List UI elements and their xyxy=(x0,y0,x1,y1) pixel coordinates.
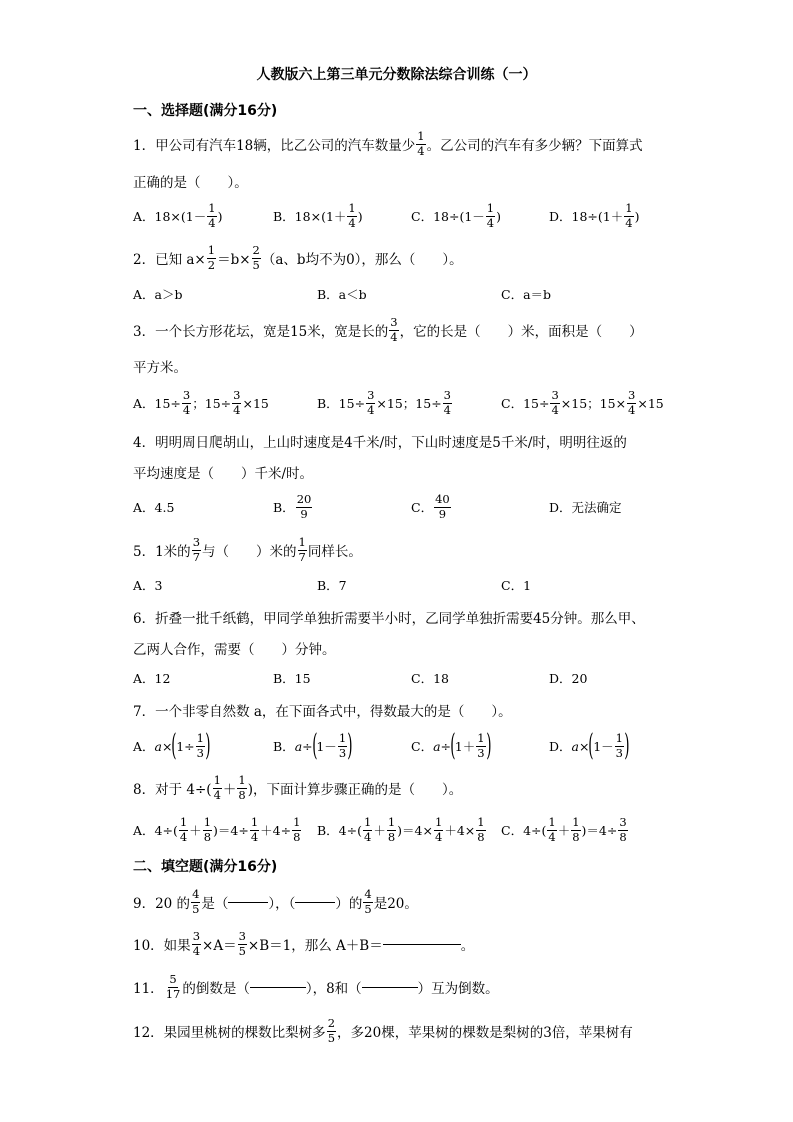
question-5: 5．1米的 $\frac{3}{7}$ 与（ ）米的 $\frac{1}{7}$ 同样长。 xyxy=(133,535,362,564)
option-b[interactable]: B．4÷( $\frac{1}{4}$ ＋ $\frac{1}{8}$ )＝4× $\frac{1}{4}$ ＋4× $\frac{1}{8}$ xyxy=(317,815,485,844)
question-7-options xyxy=(133,726,693,766)
option-a[interactable]: A．3 xyxy=(133,578,163,593)
question-4-line2: 平均速度是（ ）千米/时。 xyxy=(133,466,314,482)
question-2-options xyxy=(133,276,693,312)
option-d[interactable]: D．无法确定 xyxy=(549,500,622,515)
question-3-options xyxy=(133,383,693,423)
fraction: $\frac{3}{7}$ xyxy=(192,535,201,564)
option-a[interactable]: A．18×(1－ $\frac{1}{4}$ ) xyxy=(133,201,223,230)
option-d[interactable]: D．18÷(1＋ $\frac{1}{4}$ ) xyxy=(549,201,640,230)
question-1-options xyxy=(133,196,693,236)
page-title: 人教版六上第三单元分数除法综合训练（一） xyxy=(256,67,537,83)
question-5-options xyxy=(133,567,693,603)
option-c[interactable]: C．18 xyxy=(411,671,449,686)
fraction: $\frac{3}{4}$ xyxy=(390,315,398,344)
option-c[interactable]: C．15÷ $\frac{3}{4}$ ×15；15× $\frac{3}{4}$ ×15 xyxy=(501,388,664,417)
option-a[interactable]: A． a × ( 1 ÷ $\frac{1}{3}$ ) xyxy=(133,728,211,763)
answer-blank[interactable] xyxy=(362,987,418,988)
question-6-options xyxy=(133,660,693,696)
answer-blank[interactable] xyxy=(295,902,335,903)
question-1 xyxy=(133,128,643,160)
option-b[interactable]: B．15 xyxy=(273,671,311,686)
option-a[interactable]: A．12 xyxy=(133,671,171,686)
question-8: 8．对于 4÷( $\frac{1}{4}$ ＋ $\frac{1}{8}$ )，下面计算步骤正确的是（ ）。 xyxy=(133,773,463,802)
question-3: 3．一个长方形花坛，宽是15米，宽是长的 $\frac{3}{4}$ ，它的长是（ ）米，面积是（ ） xyxy=(133,315,643,344)
question-6-line2: 乙两人合作，需要（ ）分钟。 xyxy=(133,642,336,658)
q1-text-cont: 。乙公司的汽车有多少辆？下面算式 xyxy=(426,138,643,154)
option-a[interactable]: A．4÷( $\frac{1}{4}$ ＋ $\frac{1}{8}$ )＝4÷ $\frac{1}{4}$ ＋4÷ $\frac{1}{8}$ xyxy=(133,815,301,844)
option-c[interactable]: C．18÷(1－ $\frac{1}{4}$ ) xyxy=(411,201,501,230)
question-6: 6．折叠一批千纸鹤，甲同学单独折需要半小时，乙同学单独折需要45分钟。那么甲、 xyxy=(133,611,645,627)
option-c[interactable]: C．1 xyxy=(501,578,532,593)
question-10: 10．如果 $\frac{3}{4}$ ×A＝ $\frac{3}{5}$ ×B＝1，那么 A＋B＝ 。 xyxy=(133,929,475,958)
question-1-line2: 正确的是（ ）。 xyxy=(133,175,248,191)
question-8-options xyxy=(133,810,693,850)
answer-blank[interactable] xyxy=(228,902,268,903)
option-c[interactable]: C． $\frac{40}{9}$ xyxy=(411,492,450,521)
option-b[interactable]: B．a＜b xyxy=(317,287,367,302)
question-12: 12．果园里桃树的棵数比梨树多 $\frac{2}{5}$ ，多20棵，苹果树的棵数是梨树的3倍，苹果树有 xyxy=(133,1016,633,1045)
answer-blank[interactable] xyxy=(250,987,306,988)
fraction: $\frac{1}{4}$ xyxy=(417,129,425,158)
option-a[interactable]: A．15÷ $\frac{3}{4}$ ；15÷ $\frac{3}{4}$ ×15 xyxy=(133,388,269,417)
question-9: 9．20 的 $\frac{4}{5}$ 是（ ），（ ）的 $\frac{4}{5}$ 是20。 xyxy=(133,887,418,916)
option-c[interactable]: C． a ÷ ( 1 ＋ $\frac{1}{3}$ ) xyxy=(411,728,492,763)
option-d[interactable]: D．20 xyxy=(549,671,588,686)
option-b[interactable]: B．18×(1＋ $\frac{1}{4}$ ) xyxy=(273,201,363,230)
section-heading-choice: 一、选择题(满分16分) xyxy=(133,103,278,119)
question-3-line2: 平方米。 xyxy=(133,360,187,376)
fraction: $\frac{1}{2}$ xyxy=(207,243,216,272)
option-b[interactable]: B．7 xyxy=(317,578,347,593)
section-heading-fill: 二、填空题(满分16分) xyxy=(133,859,278,875)
option-a[interactable]: A．a＞b xyxy=(133,287,183,302)
question-11: 11． $\frac{5}{17}$ 的倒数是（ ），8和（ ）互为倒数。 xyxy=(133,972,499,1001)
question-7: 7．一个非零自然数 a，在下面各式中，得数最大的是（ ）。 xyxy=(133,704,512,720)
option-b[interactable]: B．15÷ $\frac{3}{4}$ ×15；15÷ $\frac{3}{4}$ xyxy=(317,388,451,417)
question-2: 2．已知 a× $\frac{1}{2}$ ＝b× $\frac{2}{5}$ （a、b均不为0），那么（ ）。 xyxy=(133,243,463,272)
option-d[interactable]: D． a × ( 1 － $\frac{1}{3}$ ) xyxy=(549,728,630,763)
option-b[interactable]: B． a ÷ ( 1 － $\frac{1}{3}$ ) xyxy=(273,728,353,763)
option-b[interactable]: B． $\frac{20}{9}$ xyxy=(273,492,312,521)
question-4-options xyxy=(133,487,693,527)
fraction: $\frac{1}{7}$ xyxy=(298,535,306,564)
option-c[interactable]: C．a＝b xyxy=(501,287,552,302)
answer-blank[interactable] xyxy=(383,944,461,945)
fraction: $\frac{2}{5}$ xyxy=(252,243,260,272)
option-a[interactable]: A．4.5 xyxy=(133,500,175,515)
question-4: 4．明明周日爬胡山，上山时速度是4千米/时，下山时速度是5千米/时，明明往返的 xyxy=(133,435,627,451)
option-c[interactable]: C．4÷( $\frac{1}{4}$ ＋ $\frac{1}{8}$ )＝4÷ $\frac{3}{8}$ xyxy=(501,815,627,844)
q1-text: 1．甲公司有汽车18辆，比乙公司的汽车数量少 xyxy=(133,138,416,154)
